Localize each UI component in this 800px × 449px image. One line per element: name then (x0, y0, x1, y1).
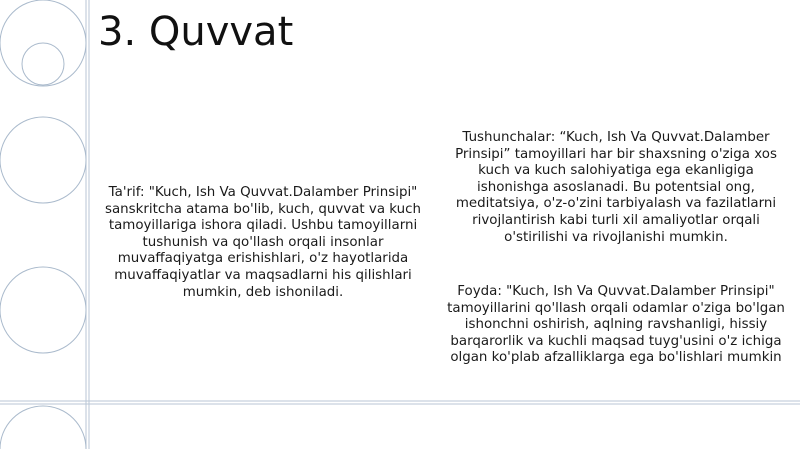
decor-circle (0, 117, 86, 203)
decor-circle (22, 43, 64, 85)
benefit-text: Foyda: "Kuch, Ish Va Quvvat.Dalamber Prinsipi" tamoyillarini qo'llash orqali odamlar o'ziga bo'lgan ishonchni oshirish, aqlning ravshanligi, hissiy barqarorlik va kuchli maqsad tuyg'usini o'z ichiga olgan ko'plab afzalliklarga ega bo'lishlari mumkin (447, 284, 785, 366)
slide-title: 3. Quvvat (98, 9, 294, 55)
concepts-text: Tushunchalar: “Kuch, Ish Va Quvvat.Dalamber Prinsipi” tamoyillari har bir shaxsning o'ziga xos kuch va kuch salohiyatiga ega ekanligiga ishonishga asoslanadi. Bu potentsial ong, meditatsiya, o'z-o'zini tarbiyalash va fazilatlarni rivojlantirish kabi turli xil amaliyotlar orqali o'stirilishi va rivojlanishi mumkin. (455, 130, 777, 245)
decor-circle (0, 267, 86, 353)
decor-circle (0, 406, 86, 449)
definition-text: Ta'rif: "Kuch, Ish Va Quvvat.Dalamber Prinsipi" sanskritcha atama bo'lib, kuch, quvvat va kuch tamoyillariga ishora qiladi. Ushbu tamoyillarni tushunish va qo'llash orqali insonlar muvaffaqiyatga erishishlari, o'z hayotlarida muvaffaqiyatlar va maqsadlarni his qilishlari mumkin, deb ishoniladi. (105, 185, 421, 300)
